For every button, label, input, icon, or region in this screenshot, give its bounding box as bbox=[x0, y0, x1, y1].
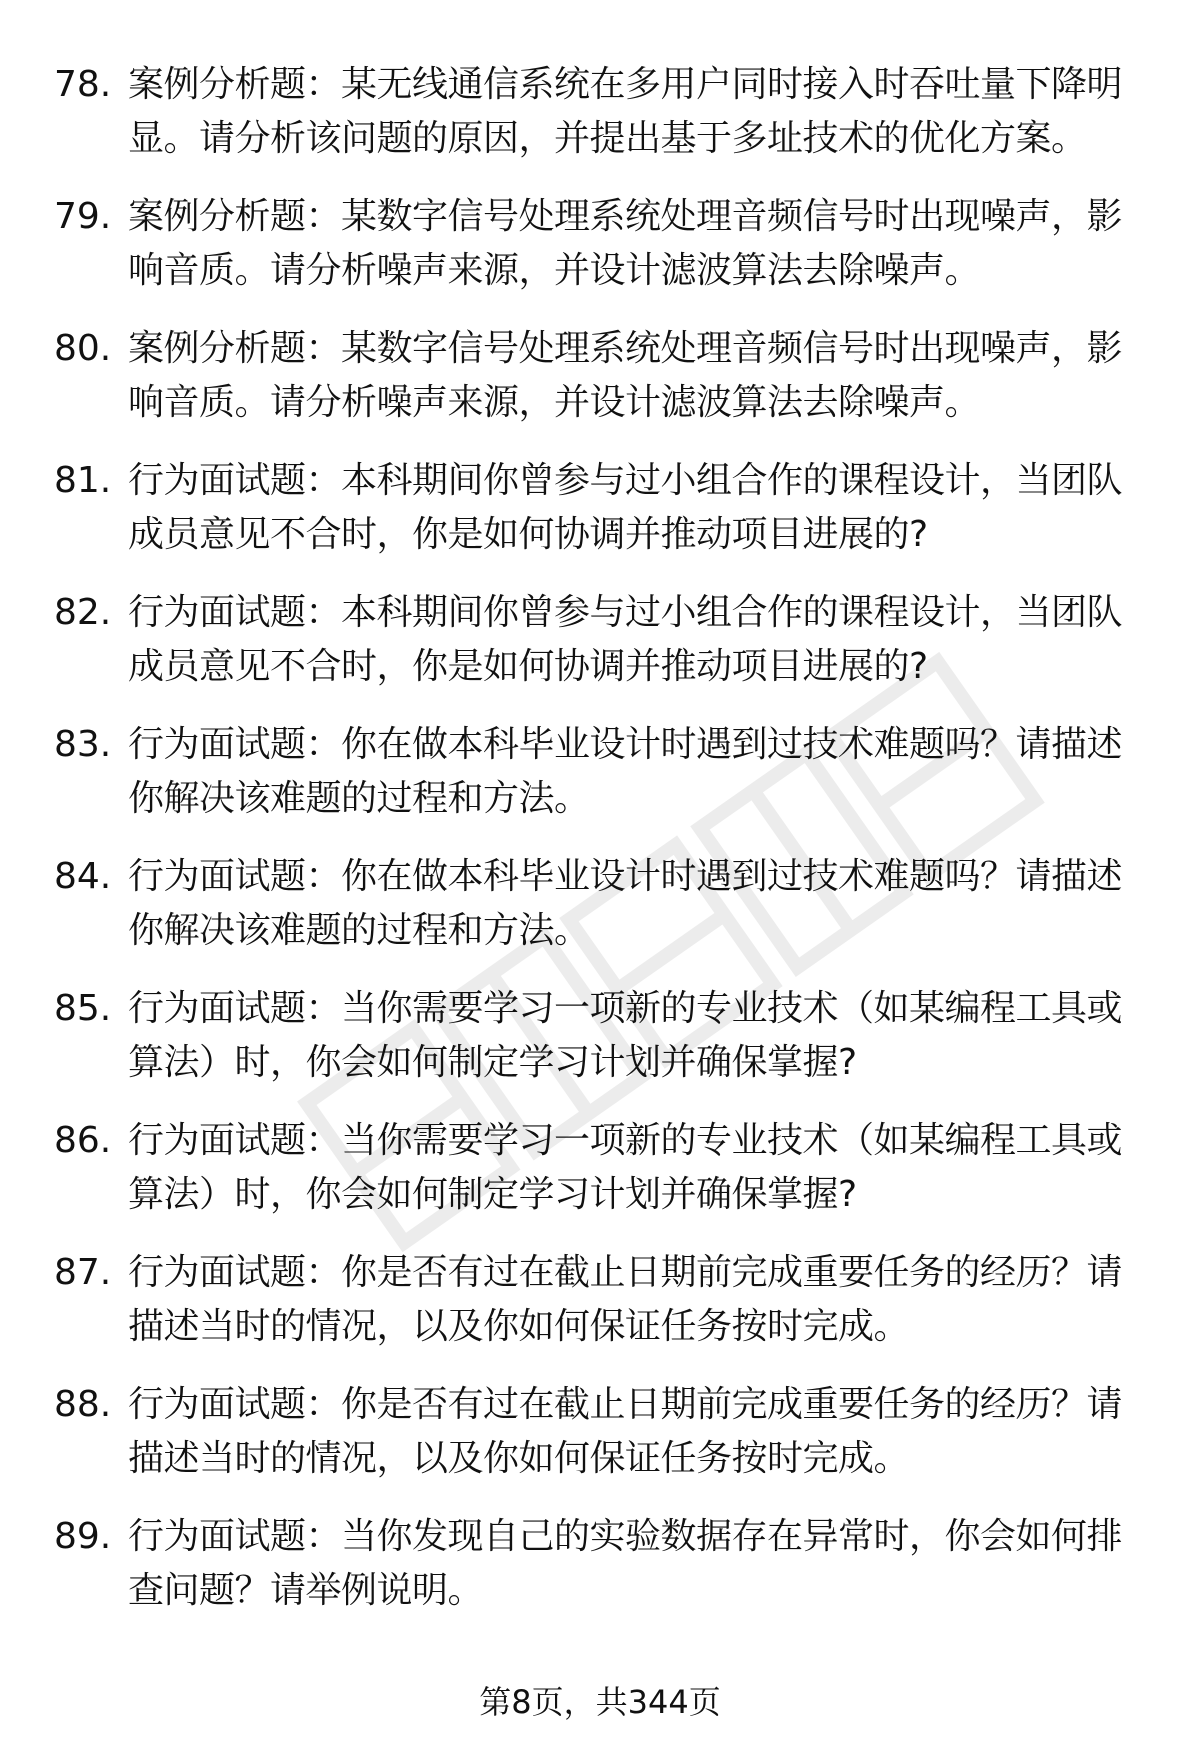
question-text: 案例分析题：某数字信号处理系统处理音频信号时出现噪声，影响音质。请分析噪声来源，并设计滤波算法去除噪声。 bbox=[128, 196, 1123, 291]
question-number: 88. bbox=[54, 1384, 112, 1425]
question-item bbox=[0, 1378, 1200, 1510]
question-text: 行为面试题：你是否有过在截止日期前完成重要任务的经历？请描述当时的情况，以及你如何保证任务按时完成。 bbox=[128, 1252, 1123, 1347]
question-item bbox=[0, 982, 1200, 1114]
question-item bbox=[0, 1246, 1200, 1378]
question-number: 89. bbox=[54, 1516, 112, 1557]
question-text: 行为面试题：当你需要学习一项新的专业技术（如某编程工具或算法）时，你会如何制定学习计划并确保掌握? bbox=[128, 1120, 1123, 1215]
question-item bbox=[0, 58, 1200, 190]
question-text: 行为面试题：你在做本科毕业设计时遇到过技术难题吗？请描述你解决该难题的过程和方法。 bbox=[128, 856, 1123, 951]
question-text: 行为面试题：本科期间你曾参与过小组合作的课程设计，当团队成员意见不合时，你是如何协调并推动项目进展的? bbox=[128, 592, 1123, 687]
question-item bbox=[0, 850, 1200, 982]
question-text: 行为面试题：当你需要学习一项新的专业技术（如某编程工具或算法）时，你会如何制定学习计划并确保掌握? bbox=[128, 988, 1123, 1083]
question-item bbox=[0, 1510, 1200, 1642]
question-text: 行为面试题：当你发现自己的实验数据存在异常时，你会如何排查问题？请举例说明。 bbox=[128, 1516, 1123, 1611]
question-text: 行为面试题：本科期间你曾参与过小组合作的课程设计，当团队成员意见不合时，你是如何协调并推动项目进展的? bbox=[128, 460, 1123, 555]
question-number: 79. bbox=[54, 196, 112, 237]
question-item bbox=[0, 586, 1200, 718]
question-number: 87. bbox=[54, 1252, 112, 1293]
question-number: 86. bbox=[54, 1120, 112, 1161]
question-text: 行为面试题：你是否有过在截止日期前完成重要任务的经历？请描述当时的情况，以及你如何保证任务按时完成。 bbox=[128, 1384, 1123, 1479]
question-item bbox=[0, 454, 1200, 586]
question-item bbox=[0, 190, 1200, 322]
question-text: 行为面试题：你在做本科毕业设计时遇到过技术难题吗？请描述你解决该难题的过程和方法。 bbox=[128, 724, 1123, 819]
question-item bbox=[0, 322, 1200, 454]
question-number: 82. bbox=[54, 592, 112, 633]
question-text: 案例分析题：某数字信号处理系统处理音频信号时出现噪声，影响音质。请分析噪声来源，并设计滤波算法去除噪声。 bbox=[128, 328, 1123, 423]
question-number: 81. bbox=[54, 460, 112, 501]
question-number: 78. bbox=[54, 64, 112, 105]
question-number: 80. bbox=[54, 328, 112, 369]
question-number: 84. bbox=[54, 856, 112, 897]
question-list bbox=[0, 58, 1200, 1642]
question-item bbox=[0, 718, 1200, 850]
page-footer: 第8页，共344页 bbox=[479, 1683, 721, 1721]
question-item bbox=[0, 1114, 1200, 1246]
question-text: 案例分析题：某无线通信系统在多用户同时接入时吞吐量下降明显。请分析该问题的原因，并提出基于多址技术的优化方案。 bbox=[128, 64, 1123, 159]
question-number: 85. bbox=[54, 988, 112, 1029]
question-number: 83. bbox=[54, 724, 112, 765]
